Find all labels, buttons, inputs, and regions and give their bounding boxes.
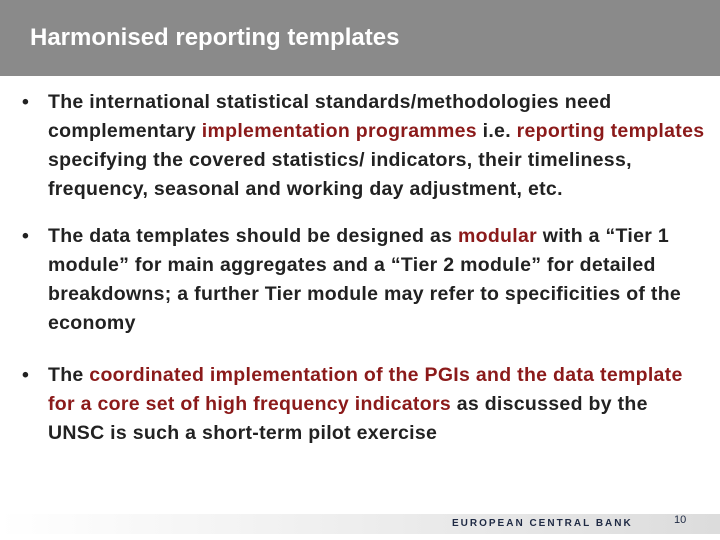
footer-bank-name: EUROPEAN CENTRAL BANK: [452, 518, 633, 529]
bullet-marker: •: [22, 91, 30, 113]
highlight-text: implementation programmes: [201, 120, 477, 142]
highlight-text: coordinated implementation of the PGIs and the data template for a core set of high frequency indicators: [48, 364, 683, 415]
bullet-list: [22, 88, 707, 448]
bullet-item-3: • The coordinated implementation of the PGIs and the data template for a core set of high frequency indicators as discussed by the UNSC is such a short-term pilot exercise: [22, 361, 707, 448]
bullet-marker: •: [22, 225, 30, 247]
slide-title: Harmonised reporting templates: [30, 24, 400, 51]
page-number: 10: [674, 514, 687, 526]
highlight-text: modular: [457, 225, 538, 247]
highlight-text: reporting templates: [516, 120, 705, 142]
bullet-item-1: • The international statistical standards/methodologies need complementary implementation programmes i.e. reporting templates specifying the covered statistics/ indicators, their timeliness, frequency, seasonal and working day adjustment, etc.: [22, 88, 707, 204]
bullet-item-2: • The data templates should be designed as modular with a “Tier 1 module” for main aggregates and a “Tier 2 module” for detailed breakdowns; a further Tier module may refer to specificities of the economy: [22, 222, 707, 338]
bullet-marker: •: [22, 364, 30, 386]
